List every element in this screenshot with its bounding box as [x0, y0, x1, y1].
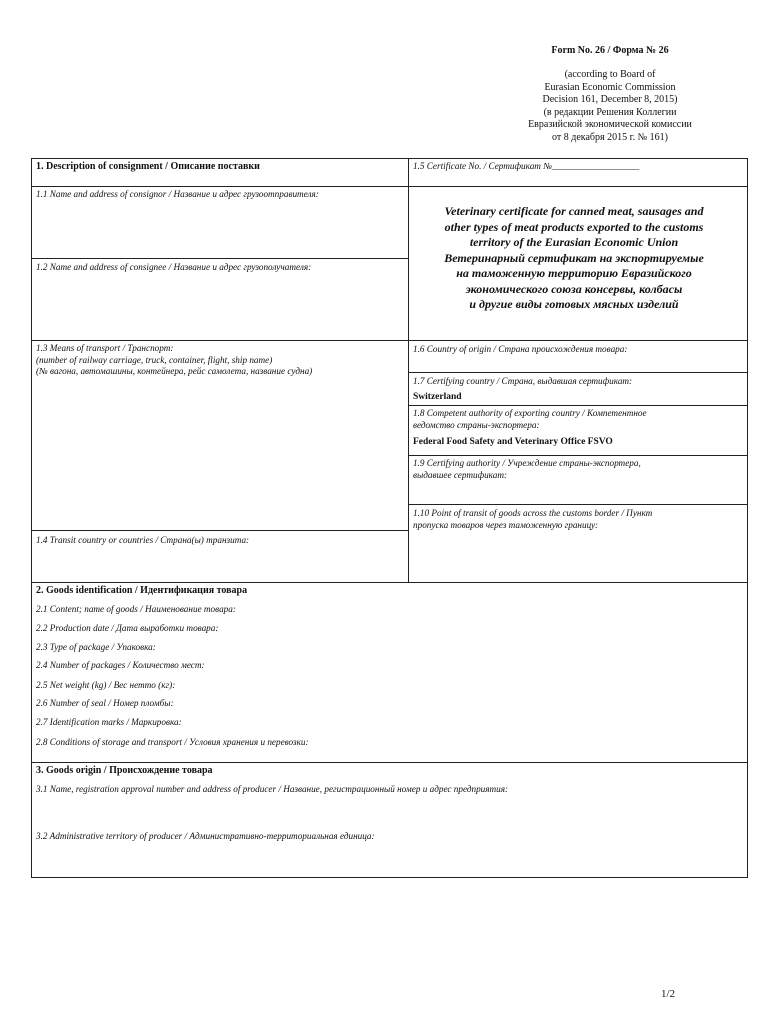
field-1-9-title: 1.9 Certifying authority / Учреждение страны-экспортера, [413, 458, 641, 468]
field-2-8-label: 2.8 Conditions of storage and transport / Условия хранения и перевозки: [36, 737, 309, 747]
field-1-4-label: 1.4 Transit country or countries / Страна(ы) транзита: [36, 535, 250, 545]
form-header-note [470, 69, 750, 145]
title-line: и другие виды готовых мясных изделий [469, 297, 679, 311]
field-1-8-title-cont: ведомство страны-экспортера: [413, 419, 540, 430]
divider-1-3 [31, 530, 408, 531]
field-2-3-label: 2.3 Type of package / Упаковка: [36, 642, 156, 652]
field-1-7-label: 1.7 Certifying country / Страна, выдавшая сертификат: [413, 376, 633, 386]
divider-1-8 [408, 455, 748, 456]
field-1-9-label [413, 458, 641, 481]
title-line: на таможенную территорию Евразийского [456, 266, 692, 280]
field-2-2-label: 2.2 Production date / Дата выработки товара: [36, 623, 219, 633]
field-1-7-value: Switzerland [413, 392, 462, 402]
section1-heading-divider [31, 186, 748, 187]
field-1-3-note-en: (number of railway carriage, truck, container, flight, ship name) [36, 354, 273, 365]
field-2-5-label: 2.5 Net weight (kg) / Вес нетто (кг): [36, 680, 176, 690]
header-line: Евразийской экономической комиссии [528, 119, 692, 131]
field-1-3-note-ru: (№ вагона, автомашины, контейнера, рейс самолета, название судна) [36, 366, 313, 376]
section2-heading: 2. Goods identification / Идентификация товара [36, 585, 248, 596]
title-line: Ветеринарный сертификат на экспортируемые [444, 250, 704, 265]
field-1-10-title-cont: пропуска товаров через таможенную границу: [413, 519, 599, 530]
field-1-10-label [413, 508, 652, 531]
header-line: от 8 декабря 2015 г. № 161) [552, 131, 668, 143]
field-2-6-label: 2.6 Number of seal / Номер пломбы: [36, 698, 174, 708]
field-2-7-label: 2.7 Identification marks / Маркировка: [36, 717, 182, 727]
field-1-8-value: Federal Food Safety and Veterinary Office FSVO [413, 437, 613, 447]
divider-1-7 [408, 405, 748, 406]
certificate-title [414, 204, 734, 313]
field-1-5-label: 1.5 Certificate No. / Сертификат №___________________ [413, 161, 640, 171]
title-line: other types of meat products exported to the customs [444, 219, 704, 234]
header-line: Decision 161, December 8, 2015) [542, 94, 678, 106]
section1-heading: 1. Description of consignment / Описание поставки [36, 161, 260, 172]
title-line: Veterinary certificate for canned meat, sausages and [444, 204, 704, 218]
divider-1-1 [31, 258, 408, 259]
page-number: 1/2 [661, 988, 676, 1000]
section3-divider [31, 762, 748, 763]
field-3-1-label: 3.1 Name, registration approval number and address of producer / Название, регистрационный номер и адрес предприятия: [36, 784, 509, 794]
header-line: Eurasian Economic Commission [544, 81, 676, 93]
column-divider [408, 158, 409, 582]
divider-1-2 [31, 340, 748, 341]
field-3-2-label: 3.2 Administrative territory of producer / Административно-территориальная единица: [36, 831, 375, 841]
section3-heading: 3. Goods origin / Происхождение товара [36, 765, 213, 776]
field-1-6-label: 1.6 Country of origin / Страна происхождения товара: [413, 344, 628, 354]
divider-1-6 [408, 372, 748, 373]
field-1-8-title: 1.8 Competent authority of exporting country / Компетентное [413, 408, 647, 418]
field-2-4-label: 2.4 Number of packages / Количество мест: [36, 660, 205, 670]
field-2-1-label: 2.1 Content; name of goods / Наименование товара: [36, 604, 236, 614]
field-1-8-label [413, 408, 647, 431]
field-1-9-title-cont: выдавшее сертификат: [413, 469, 508, 480]
header-line: (according to Board of [564, 69, 656, 80]
field-1-10-title: 1.10 Point of transit of goods across the customs border / Пункт [413, 508, 653, 518]
header-line: (в редакции Решения Коллегии [543, 106, 677, 118]
field-1-1-label: 1.1 Name and address of consignor / Название и адрес грузоотправителя: [36, 189, 319, 199]
field-1-2-label: 1.2 Name and address of consignee / Название и адрес грузополучателя: [36, 262, 312, 272]
field-1-3-label [36, 343, 312, 378]
title-line: territory of the Eurasian Economic Union [469, 235, 679, 249]
form-number: Form No. 26 / Форма № 26 [551, 45, 669, 56]
section2-divider [31, 582, 748, 583]
title-line: экономического союза консервы, колбасы [465, 281, 683, 296]
divider-1-9 [408, 504, 748, 505]
field-1-3-title: 1.3 Means of transport / Транспорт: [36, 343, 174, 353]
